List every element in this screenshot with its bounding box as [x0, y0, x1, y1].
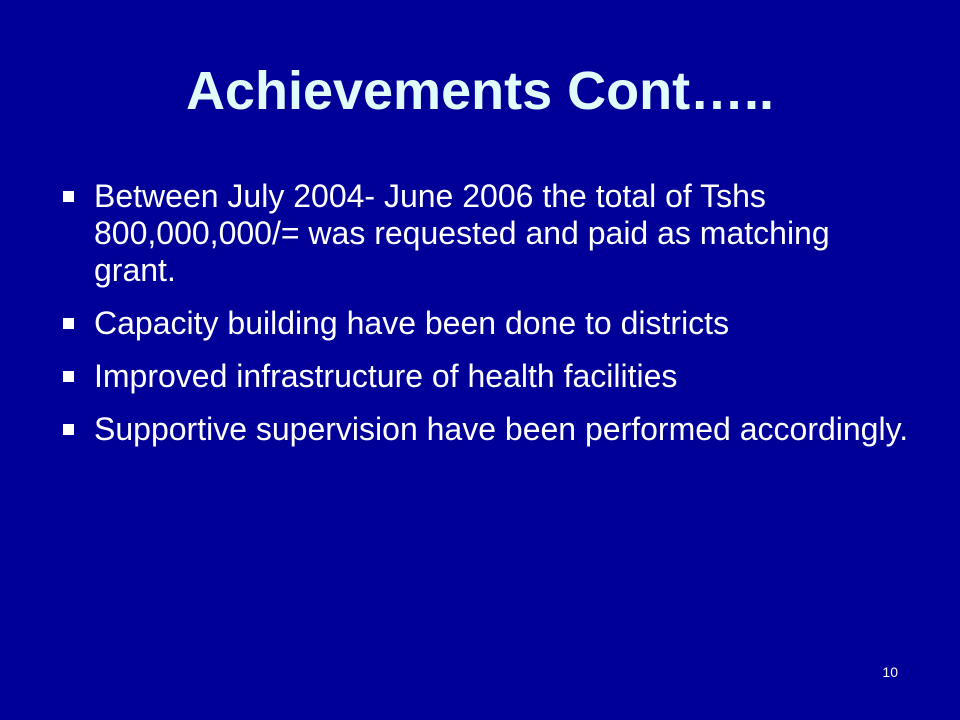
bullet-list: [58, 178, 918, 464]
square-bullet-icon: [63, 318, 74, 329]
page-number: 10: [882, 664, 898, 680]
bullet-item: [58, 305, 918, 342]
slide-title: Achievements Cont…..: [185, 61, 775, 121]
square-bullet-icon: [63, 191, 74, 202]
bullet-text: Between July 2004- June 2006 the total of Tshs 800,000,000/= was requested and paid as matching grant.: [94, 178, 830, 288]
bullet-item: [58, 358, 918, 395]
bullet-text: Improved infrastructure of health facilities: [94, 358, 678, 394]
bullet-text: Supportive supervision have been performed accordingly.: [94, 411, 909, 447]
square-bullet-icon: [63, 371, 74, 382]
square-bullet-icon: [63, 424, 74, 435]
bullet-item: [58, 411, 918, 448]
bullet-item: [58, 178, 918, 289]
bullet-text: Capacity building have been done to districts: [94, 305, 730, 341]
